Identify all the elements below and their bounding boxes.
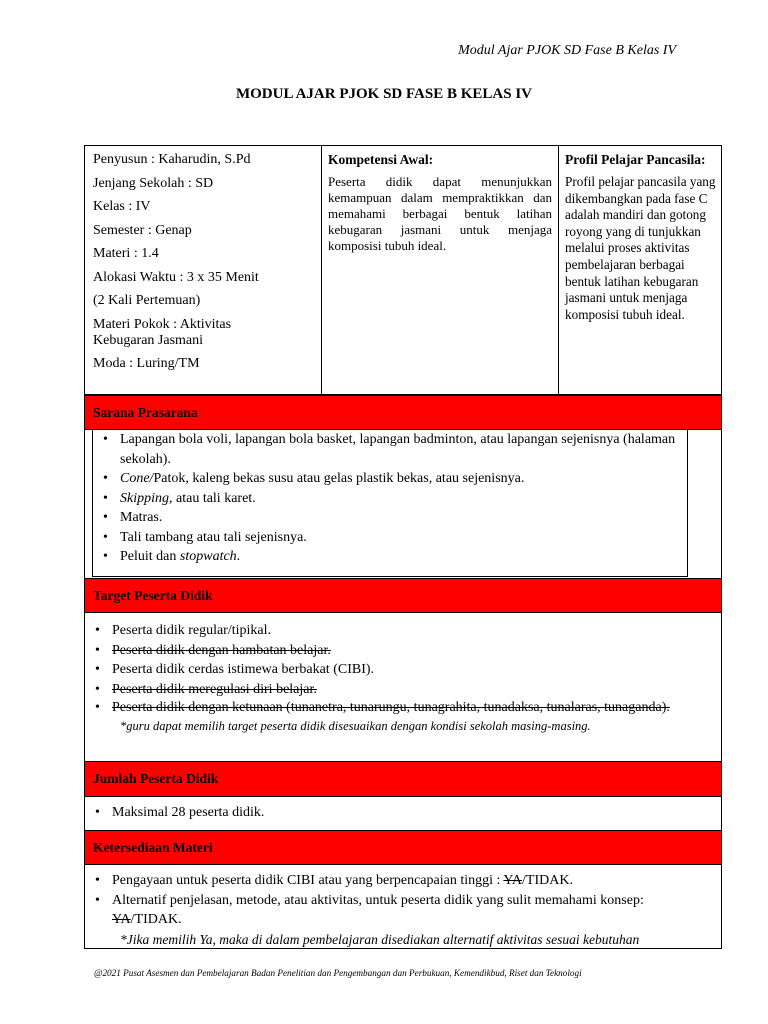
jumlah-heading: Jumlah Peserta Didik [93,771,219,786]
sarana-section [84,430,722,579]
kompetensi-body: Peserta didik dapat menunjukkan kemampuan dalam mempraktikkan dan memahami berbagai bentuk latihan kebugaran jasmani untuk menjaga komposisi tubuh ideal. [328,174,552,253]
list-item: • Peserta didik meregulasi diri belajar. [95,681,317,697]
semester-text: Semester : Genap [93,222,192,238]
alokasi-text: Alokasi Waktu : 3 x 35 Menit [93,269,259,285]
penyusun-text: Penyusun : Kaharudin, S.Pd [93,152,251,167]
sarana-inner-box [92,430,688,577]
list-item: • Peluit dan stopwatch. [103,549,241,564]
list-item: • Alternatif penjelasan, metode, atau aktivitas, untuk peserta didik yang sulit memahami konsep: YA/TIDAK. [95,892,644,927]
footer-copyright: @2021 Pusat Asesmen dan Pembelajaran Badan Penelitian dan Pengembangan dan Perbukuan, Kemendikbud, Riset dan Teknologi [94,968,582,978]
kelas-text: Kelas : IV [93,199,151,214]
kompetensi-column [322,146,559,394]
target-heading: Target Peserta Didik [93,587,213,603]
target-heading-bar [84,578,722,613]
list-item: • Peserta didik regular/tipikal. [95,623,272,638]
jumlah-section [84,797,722,831]
list-item: • Matras. [103,510,163,525]
ketersediaan-list [85,871,713,930]
profil-heading: Profil Pelajar Pancasila: [565,152,706,167]
target-note: *guru dapat memilih target peserta didik disesuaikan dengan kondisi sekolah masing-masing. [120,719,591,733]
list-item: • Peserta didik dengan hambatan belajar. [95,642,331,658]
ketersediaan-note: *Jika memilih Ya, maka di dalam pembelajaran disediakan alternatif aktivitas sesuai kebutuhan [120,931,640,947]
jumlah-list [85,803,721,823]
jenjang-text: Jenjang Sekolah : SD [93,175,214,191]
jumlah-heading-bar [84,761,722,797]
list-item: • Tali tambang atau tali sejenisnya. [103,529,307,545]
kompetensi-heading: Kompetensi Awal: [328,152,434,167]
target-list [85,621,713,717]
list-item: • Peserta didik dengan ketunaan (tunanetra, tunarungu, tunagrahita, tunadaksa, tunalaras, tunaganda). [95,700,670,715]
profil-column [559,146,723,394]
materi-pokok-text: Materi Pokok : Aktivitas [93,316,232,332]
list-item: • Skipping, atau tali karet. [103,490,256,506]
running-header: Modul Ajar PJOK SD Fase B Kelas IV [458,43,676,58]
list-item: • Peserta didik cerdas istimewa berbakat (CIBI). [95,662,375,677]
list-item: • Cone/Patok, kaleng bekas susu atau gelas plastik bekas, atau sejenisnya. [103,471,525,486]
ketersediaan-heading-bar [84,830,722,865]
sarana-heading-bar [84,395,722,430]
ketersediaan-heading: Ketersediaan Materi [93,839,213,855]
document-title: MODUL AJAR PJOK SD FASE B KELAS IV [235,86,532,102]
info-table [84,145,722,395]
list-item: • Lapangan bola voli, lapangan bola basket, lapangan badminton, atau lapangan sejenisnya (halaman sekolah). [103,432,676,467]
identity-column [85,146,322,394]
profil-body: Profil pelajar pancasila yang dikembangkan pada fase C adalah mandiri dan gotong royong yang di tunjukkan melalui proses aktivitas pembelajaran berbagai bentuk latihan kebugaran jasmani untuk menjaga komposisi tubuh ideal. [565,174,716,322]
materi-text: Materi : 1.4 [93,246,159,261]
moda-text: Moda : Luring/TM [93,356,200,371]
target-section [84,613,722,762]
list-item: • Maksimal 28 peserta didik. [95,805,265,820]
sarana-list [93,430,687,567]
materi-pokok-text-2: Kebugaran Jasmani [93,332,204,348]
list-item: • Pengayaan untuk peserta didik CIBI atau yang berpencapaian tinggi : YA/TIDAK. [95,873,573,888]
sarana-heading: Sarana Prasarana [93,404,198,420]
pertemuan-text: (2 Kali Pertemuan) [93,293,201,308]
ketersediaan-section [84,865,722,949]
